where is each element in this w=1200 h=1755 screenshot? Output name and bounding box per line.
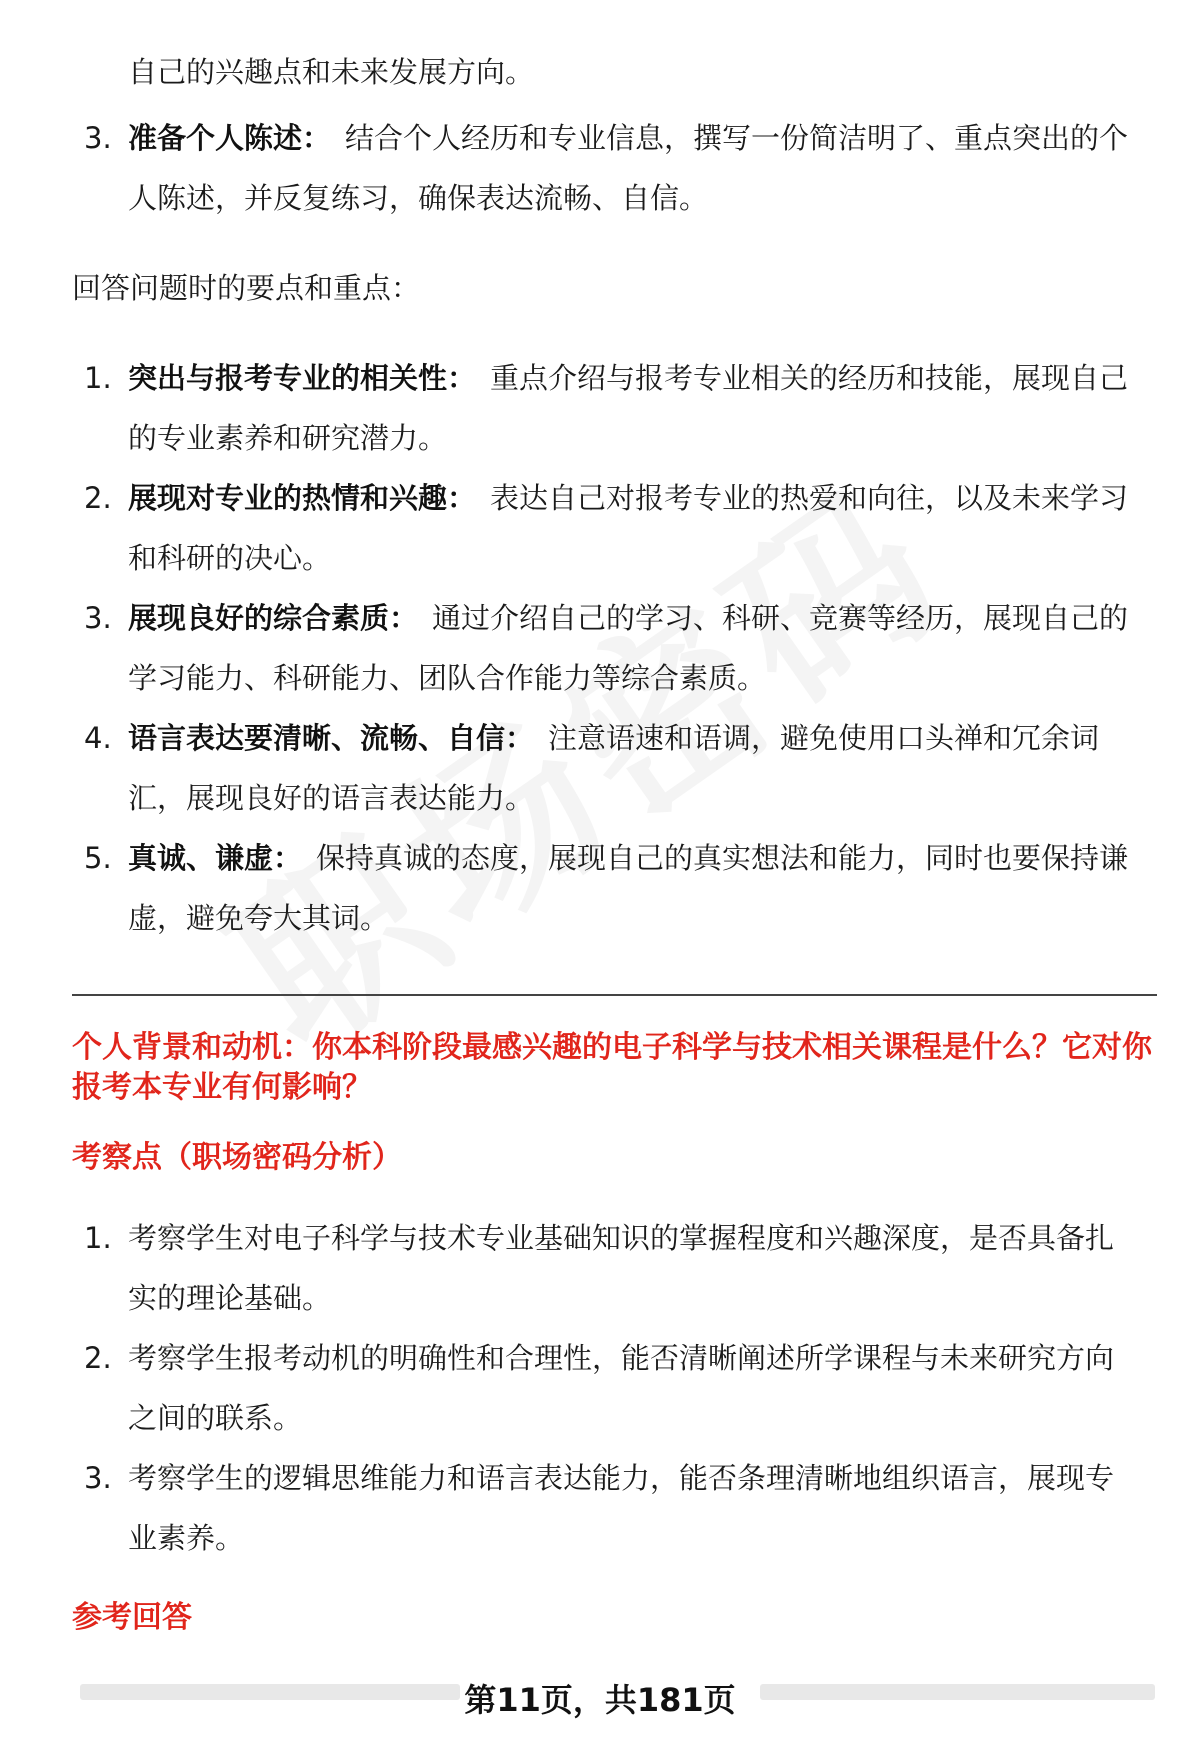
list-item-number: 1.: [84, 1221, 112, 1255]
continuation-text: 自己的兴趣点和未来发展方向。: [128, 55, 535, 89]
list-item-number: 2.: [84, 481, 112, 515]
analysis-heading: 考察点（职场密码分析）: [72, 1140, 402, 1175]
list-item-text: 重点介绍与报考专业相关的经历和技能，展现自己: [490, 361, 1129, 395]
list-item-number: 5.: [84, 841, 112, 875]
list-item-text-cont: 业素养。: [128, 1521, 245, 1555]
answer-points-heading: 回答问题时的要点和重点：: [72, 271, 421, 305]
list-item-text-cont: 汇，展现良好的语言表达能力。: [128, 781, 535, 815]
list-item-number: 3.: [84, 601, 112, 635]
reference-heading: 参考回答: [72, 1600, 192, 1635]
prep-item-line2: 人陈述，并反复练习，确保表达流畅、自信。: [128, 181, 709, 215]
list-item-bold: 真诚、谦虚：: [128, 841, 303, 875]
page-number-footer: 第11页，共181页: [464, 1681, 736, 1719]
list-item-text: 表达自己对报考专业的热爱和向往，以及未来学习: [490, 481, 1129, 515]
list-item-text-cont: 之间的联系。: [128, 1401, 303, 1435]
list-item-number: 3.: [84, 1461, 112, 1495]
question-line1: 个人背景和动机：你本科阶段最感兴趣的电子科学与技术相关课程是什么？它对你: [72, 1030, 1152, 1065]
prep-item-line1: [128, 118, 1128, 158]
list-item-text-cont: 学习能力、科研能力、团队合作能力等综合素质。: [128, 661, 767, 695]
prep-item-number: 3.: [84, 121, 112, 155]
list-item-bold: 展现良好的综合素质：: [128, 601, 419, 635]
list-item-text-cont: 的专业素养和研究潜力。: [128, 421, 448, 455]
prep-item-bold: 准备个人陈述：: [128, 121, 332, 155]
list-item-text-cont: 虚，避免夸大其词。: [128, 901, 390, 935]
section-divider: [72, 994, 1157, 996]
list-item-bold: 语言表达要清晰、流畅、自信：: [128, 721, 535, 755]
list-item-number: 1.: [84, 361, 112, 395]
list-item-text: 注意语速和语调，避免使用口头禅和冗余词: [548, 721, 1100, 755]
list-item-text: 考察学生报考动机的明确性和合理性，能否清晰阐述所学课程与未来研究方向: [128, 1341, 1115, 1375]
list-item-text-cont: 实的理论基础。: [128, 1281, 332, 1315]
list-item-number: 2.: [84, 1341, 112, 1375]
prep-item-text: 结合个人经历和专业信息，撰写一份简洁明了、重点突出的个: [345, 121, 1129, 155]
list-item-bold: 突出与报考专业的相关性：: [128, 361, 477, 395]
list-item-text: 考察学生的逻辑思维能力和语言表达能力，能否条理清晰地组织语言，展现专: [128, 1461, 1115, 1495]
list-item-text: 考察学生对电子科学与技术专业基础知识的掌握程度和兴趣深度，是否具备扎: [128, 1221, 1115, 1255]
list-item-number: 4.: [84, 721, 112, 755]
list-item-bold: 展现对专业的热情和兴趣：: [128, 481, 477, 515]
list-item-text: 保持真诚的态度，展现自己的真实想法和能力，同时也要保持谦: [316, 841, 1129, 875]
list-item-text-cont: 和科研的决心。: [128, 541, 332, 575]
question-line2: 报考本专业有何影响？: [72, 1070, 372, 1105]
list-item-text: 通过介绍自己的学习、科研、竞赛等经历，展现自己的: [432, 601, 1129, 635]
